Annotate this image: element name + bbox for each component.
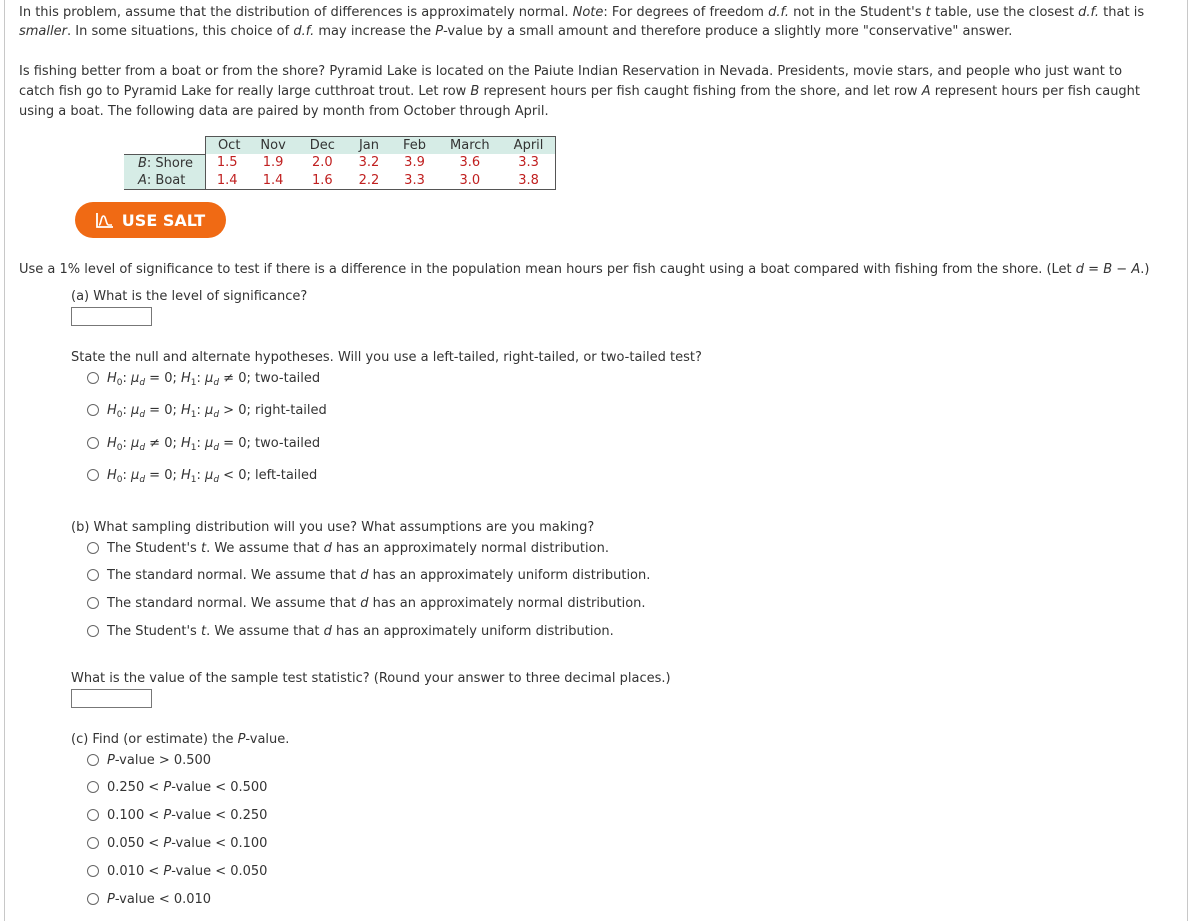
test-statement: Use a 1% level of significance to test if there is a difference in the population mean hours per fish caught using a boat compared with fishing from the shore. (Let d = B − A.)	[19, 262, 1150, 277]
problem-line-2: catch fish go to Pyramid Lake for really large cutthroat trout. Let row B represent hours per fish caught fishing from the shore, and let row A represent hours per fish caught	[19, 84, 1141, 99]
salt-chart-icon	[96, 212, 114, 228]
p-value-option[interactable]	[87, 889, 211, 909]
hypothesis-option[interactable]	[87, 400, 327, 420]
part-a-question: (a) What is the level of significance?	[71, 289, 308, 304]
hypothesis-option[interactable]	[87, 368, 320, 388]
table-header-month: March	[438, 137, 502, 155]
table-cell: 3.0	[438, 172, 502, 190]
radio-button[interactable]	[87, 893, 99, 905]
distribution-text: The Student's t. We assume that d has an approximately normal distribution.	[107, 540, 609, 556]
table-header-month: April	[502, 137, 556, 155]
part-b-question: (b) What sampling distribution will you use? What assumptions are you making?	[71, 520, 595, 535]
distribution-text: The Student's t. We assume that d has an approximately uniform distribution.	[107, 623, 614, 639]
table-cell: 1.9	[262, 155, 284, 171]
p-value-text: 0.250 < P-value < 0.500	[107, 779, 268, 795]
use-salt-button[interactable]	[75, 202, 226, 238]
p-value-option[interactable]	[87, 833, 267, 853]
row-label-shore: B: Shore	[124, 154, 205, 172]
significance-input[interactable]	[71, 307, 152, 326]
distribution-option[interactable]	[87, 565, 650, 585]
radio-button[interactable]	[87, 569, 99, 581]
p-value-text: P-value > 0.500	[107, 752, 212, 768]
hypothesis-text: $H_0$: $\mu_d = 0$; $H_1$: $\mu_d > 0$; right-tailed	[107, 402, 327, 420]
part-c-question: (c) Find (or estimate) the P-value.	[71, 732, 290, 747]
p-value-option[interactable]	[87, 750, 211, 770]
radio-button[interactable]	[87, 542, 99, 554]
table-cell: 2.0	[312, 155, 333, 171]
test-statistic-question: What is the value of the sample test statistic? (Round your answer to three decimal places.)	[71, 671, 671, 686]
problem-line-1: Is fishing better from a boat or from the shore? Pyramid Lake is located on the Paiute Indian Reservation in Nevada. Presidents, movie stars, and people who just want to	[19, 64, 1123, 79]
p-value-option[interactable]	[87, 861, 267, 881]
hypothesis-option[interactable]	[87, 465, 317, 485]
hypothesis-text: $H_0$: $\mu_d \ne 0$; $H_1$: $\mu_d = 0$; two-tailed	[107, 435, 321, 453]
hypothesis-text: $H_0$: $\mu_d = 0$; $H_1$: $\mu_d \ne 0$; two-tailed	[107, 370, 321, 388]
p-value-option[interactable]	[87, 805, 267, 825]
table-header-month: Oct	[205, 137, 248, 155]
table-cell: 3.8	[502, 172, 556, 190]
use-salt-label: USE SALT	[121, 210, 206, 230]
table-header-month: Nov	[248, 137, 297, 155]
table-cell: 3.2	[358, 155, 380, 171]
p-value-option[interactable]	[87, 777, 267, 797]
hypothesis-text: $H_0$: $\mu_d = 0$; $H_1$: $\mu_d < 0$; left-tailed	[107, 467, 318, 485]
table-cell: 3.9	[404, 155, 425, 171]
p-value-text: P-value < 0.010	[107, 891, 212, 907]
radio-button[interactable]	[87, 865, 99, 877]
table-cell: 1.4	[248, 172, 297, 190]
table-cell: 1.4	[205, 172, 248, 190]
distribution-text: The standard normal. We assume that d has an approximately normal distribution.	[107, 595, 646, 611]
table-header-month: Feb	[391, 137, 438, 155]
table-header-month: Dec	[298, 137, 347, 155]
radio-button[interactable]	[87, 754, 99, 766]
radio-button[interactable]	[87, 809, 99, 821]
test-statistic-input[interactable]	[71, 689, 152, 708]
intro-line-1: In this problem, assume that the distribution of differences is approximately normal. Note: For degrees of freedom d.f. not in the Student's t table, use the closest d.f. that is	[19, 5, 1145, 20]
data-table	[124, 136, 556, 190]
distribution-option[interactable]	[87, 538, 609, 558]
radio-button[interactable]	[87, 837, 99, 849]
radio-button[interactable]	[87, 372, 99, 384]
intro-line-2: smaller. In some situations, this choice of d.f. may increase the P-value by a small amount and therefore produce a slightly more "conservative" answer.	[19, 24, 1013, 39]
table-header-month: Jan	[347, 137, 391, 155]
radio-button[interactable]	[87, 437, 99, 449]
p-value-text: 0.050 < P-value < 0.100	[107, 835, 268, 851]
problem-line-3: using a boat. The following data are paired by month from October through April.	[19, 104, 549, 119]
distribution-option[interactable]	[87, 621, 614, 641]
distribution-option[interactable]	[87, 593, 646, 613]
radio-button[interactable]	[87, 404, 99, 416]
radio-button[interactable]	[87, 469, 99, 481]
table-row	[124, 172, 556, 190]
p-value-text: 0.010 < P-value < 0.050	[107, 863, 268, 879]
hypothesis-option[interactable]	[87, 433, 320, 453]
table-row	[124, 154, 556, 172]
table-cell: 3.6	[459, 155, 481, 171]
hypotheses-question: State the null and alternate hypotheses. Will you use a left-tailed, right-tailed, or two-tailed test?	[71, 350, 702, 365]
radio-button[interactable]	[87, 597, 99, 609]
radio-button[interactable]	[87, 625, 99, 637]
table-cell: 2.2	[347, 172, 391, 190]
row-label-boat: A: Boat	[124, 172, 205, 190]
table-cell: 3.3	[502, 154, 556, 172]
radio-button[interactable]	[87, 781, 99, 793]
table-cell: 3.3	[391, 172, 438, 190]
p-value-text: 0.100 < P-value < 0.250	[107, 807, 268, 823]
table-cell: 1.5	[216, 155, 238, 171]
table-corner	[124, 137, 205, 155]
distribution-text: The standard normal. We assume that d has an approximately uniform distribution.	[107, 567, 651, 583]
table-cell: 1.6	[298, 172, 347, 190]
